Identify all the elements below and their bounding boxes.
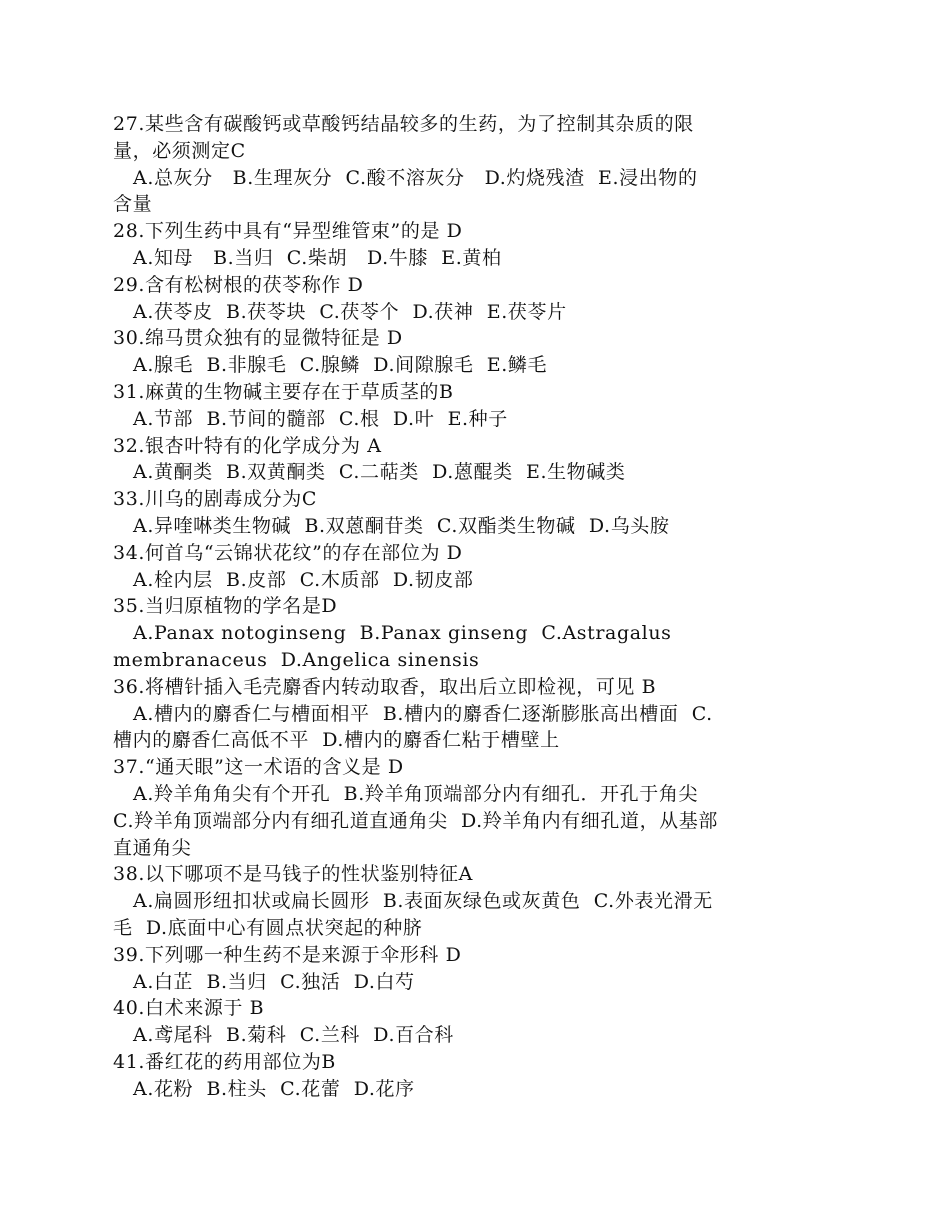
- answer-options-line: A.知母 B.当归 C.柴胡 D.牛膝 E.黄柏: [133, 246, 502, 269]
- answer-options-line: A.扁圆形纽扣状或扁长圆形 B.表面灰绿色或灰黄色 C.外表光滑无: [133, 890, 713, 913]
- question-text-line: 毛 D.底面中心有圆点状突起的种脐: [113, 916, 423, 939]
- question-text-line: 29.含有松树根的茯苓称作 D: [113, 273, 364, 296]
- document-page: [113, 111, 838, 1102]
- answer-options-line: A.茯苓皮 B.茯苓块 C.茯苓个 D.茯神 E.茯苓片: [133, 300, 567, 323]
- answer-options-line: A.槽内的麝香仁与槽面相平 B.槽内的麝香仁逐渐膨胀高出槽面 C.: [133, 702, 713, 725]
- question-text-line: 31.麻黄的生物碱主要存在于草质茎的B: [113, 380, 454, 403]
- question-text-line: 直通角尖: [113, 836, 192, 859]
- answer-options-line: A.白芷 B.当归 C.独活 D.白芍: [133, 970, 415, 993]
- answer-options-line: A.黄酮类 B.双黄酮类 C.二萜类 D.蒽醌类 E.生物碱类: [133, 461, 626, 484]
- question-text-line: 39.下列哪一种生药不是来源于伞形科 D: [113, 943, 462, 966]
- question-text-line: membranaceus D.Angelica sinensis: [113, 648, 480, 671]
- question-text-line: 35.当归原植物的学名是D: [113, 595, 338, 618]
- answer-options-line: A.异喹啉类生物碱 B.双蒽酮苷类 C.双酯类生物碱 D.乌头胺: [133, 514, 670, 537]
- question-text-line: C.羚羊角顶端部分内有细孔道直通角尖 D.羚羊角内有细孔道，从基部: [113, 809, 718, 832]
- question-text-line: 量，必须测定C: [113, 139, 246, 162]
- question-text-line: 33.川乌的剧毒成分为C: [113, 488, 317, 511]
- question-text-line: 28.下列生药中具有“异型维管束”的是 D: [113, 220, 463, 243]
- answer-options-line: A.羚羊角角尖有个开孔 B.羚羊角顶端部分内有细孔．开孔于角尖: [133, 782, 699, 805]
- answer-options-line: A.腺毛 B.非腺毛 C.腺鳞 D.间隙腺毛 E.鳞毛: [133, 354, 548, 377]
- answer-options-line: A.栓内层 B.皮部 C.木质部 D.韧皮部: [133, 568, 474, 591]
- question-text-line: 32.银杏叶特有的化学成分为 A: [113, 434, 382, 457]
- question-text-line: 含量: [113, 193, 153, 216]
- question-text-line: 37.“通天眼”这一术语的含义是 D: [113, 756, 404, 779]
- question-text-line: 30.绵马贯众独有的显微特征是 D: [113, 327, 403, 350]
- question-text-line: 槽内的麝香仁高低不平 D.槽内的麝香仁粘于槽壁上: [113, 729, 560, 752]
- answer-options-line: A.Panax notoginseng B.Panax ginseng C.Astragalus: [133, 622, 672, 645]
- question-text-line: 41.番红花的药用部位为B: [113, 1050, 336, 1073]
- answer-options-line: A.花粉 B.柱头 C.花蕾 D.花序: [133, 1077, 415, 1100]
- answer-options-line: A.鸢尾科 B.菊科 C.兰科 D.百合科: [133, 1024, 454, 1047]
- question-text-line: 27.某些含有碳酸钙或草酸钙结晶较多的生药，为了控制其杂质的限: [113, 113, 694, 135]
- question-text-line: 34.何首乌“云锦状花纹”的存在部位为 D: [113, 541, 463, 564]
- question-text-line: 38.以下哪项不是马钱子的性状鉴别特征A: [113, 863, 473, 886]
- question-text-line: 36.将槽针插入毛壳麝香内转动取香，取出后立即检视，可见 B: [113, 675, 657, 698]
- answer-options-line: A.节部 B.节间的髓部 C.根 D.叶 E.种子: [133, 407, 508, 430]
- question-text-line: 40.白术来源于 B: [113, 997, 265, 1020]
- answer-options-line: A.总灰分 B.生理灰分 C.酸不溶灰分 D.灼烧残渣 E.浸出物的: [133, 166, 698, 189]
